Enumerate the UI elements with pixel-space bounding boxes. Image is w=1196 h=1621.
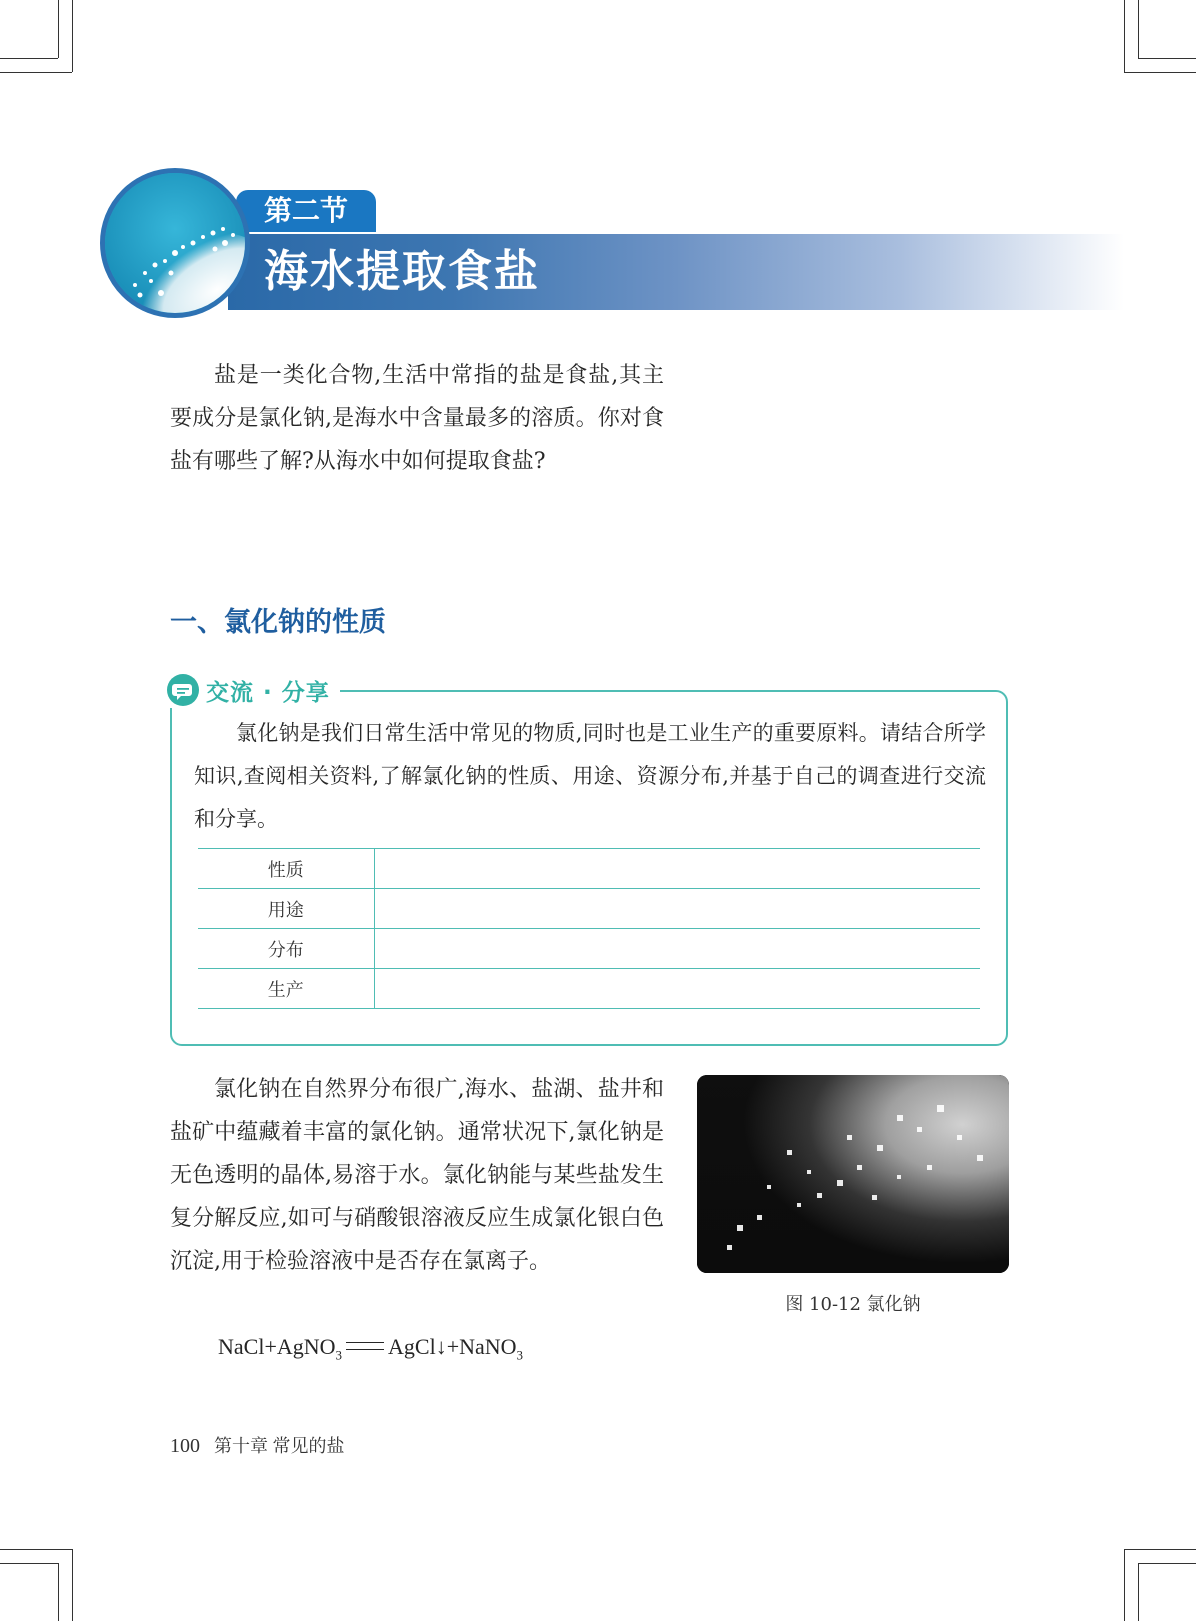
row-label: 分布 <box>198 929 374 969</box>
subscript: 3 <box>335 1347 343 1363</box>
equation-reactant: NaCl+AgNO <box>218 1334 336 1359</box>
salt-crystals-illustration <box>697 1075 1009 1273</box>
crop-mark <box>0 1563 58 1564</box>
crop-mark <box>72 1549 73 1621</box>
salt-crystals-photo <box>100 168 250 318</box>
table-row <box>198 889 980 929</box>
figure-caption: 图 10-12 氯化钠 <box>785 1294 921 1315</box>
equals-sign <box>346 1342 384 1350</box>
share-box-header <box>166 672 340 708</box>
crop-mark <box>1138 0 1139 58</box>
share-box-text: 氯化钠是我们日常生活中常见的物质,同时也是工业生产的重要原料。请结合所学知识,查阅相关资料,了解氯化钠的性质、用途、资源分布,并基于自己的调查进行交流和分享。 <box>194 721 986 831</box>
chemical-equation <box>218 1330 523 1372</box>
crop-mark <box>1124 0 1125 72</box>
page-title: 海水提取食盐 <box>264 246 540 297</box>
row-label: 生产 <box>198 969 374 1009</box>
table-row <box>198 969 980 1009</box>
section-heading: 一、氯化钠的性质 <box>170 607 386 638</box>
equation-product: AgCl <box>388 1334 436 1359</box>
table-row <box>198 929 980 969</box>
sodium-chloride-photo <box>697 1075 1009 1273</box>
row-label: 性质 <box>198 849 374 889</box>
crop-mark <box>72 0 73 72</box>
page-footer <box>170 1432 345 1458</box>
row-label: 用途 <box>198 889 374 929</box>
section-label: 第二节 <box>236 190 376 232</box>
crop-mark <box>58 0 59 58</box>
crop-mark <box>58 1563 59 1621</box>
chat-bubble-icon <box>166 673 200 707</box>
precipitate-arrow: ↓ <box>435 1334 447 1359</box>
crop-mark <box>1124 1549 1196 1550</box>
crop-mark <box>1138 1563 1196 1564</box>
equation-product: +NaNO <box>446 1334 517 1359</box>
salt-pile-illustration <box>105 173 245 313</box>
page-number: 100 <box>170 1435 200 1457</box>
row-value[interactable] <box>374 889 980 929</box>
subscript: 3 <box>516 1347 524 1363</box>
row-value[interactable] <box>374 929 980 969</box>
share-box-label: 交流 · 分享 <box>206 679 330 706</box>
crop-mark <box>0 72 72 73</box>
crop-mark <box>1138 58 1196 59</box>
body-paragraph: 氯化钠在自然界分布很广,海水、盐湖、盐井和盐矿中蕴藏着丰富的氯化钠。通常状况下,氯化钠是无色透明的晶体,易溶于水。氯化钠能与某些盐发生复分解反应,如可与硝酸银溶液反应生成氯化银白色沉淀,用于检验溶液中是否存在氯离子。 <box>170 1077 664 1274</box>
row-value[interactable] <box>374 849 980 889</box>
table-row <box>198 849 980 889</box>
crop-mark <box>1124 1549 1125 1621</box>
row-value[interactable] <box>374 969 980 1009</box>
chapter-name: 第十章 常见的盐 <box>214 1436 345 1456</box>
crop-mark <box>0 1549 72 1550</box>
crop-mark <box>1138 1563 1139 1621</box>
crop-mark <box>0 58 58 59</box>
intro-paragraph: 盐是一类化合物,生活中常指的盐是食盐,其主要成分是氯化钠,是海水中含量最多的溶质。你对食盐有哪些了解?从海水中如何提取食盐? <box>170 363 664 474</box>
crop-mark <box>1124 72 1196 73</box>
properties-table <box>198 848 980 1009</box>
